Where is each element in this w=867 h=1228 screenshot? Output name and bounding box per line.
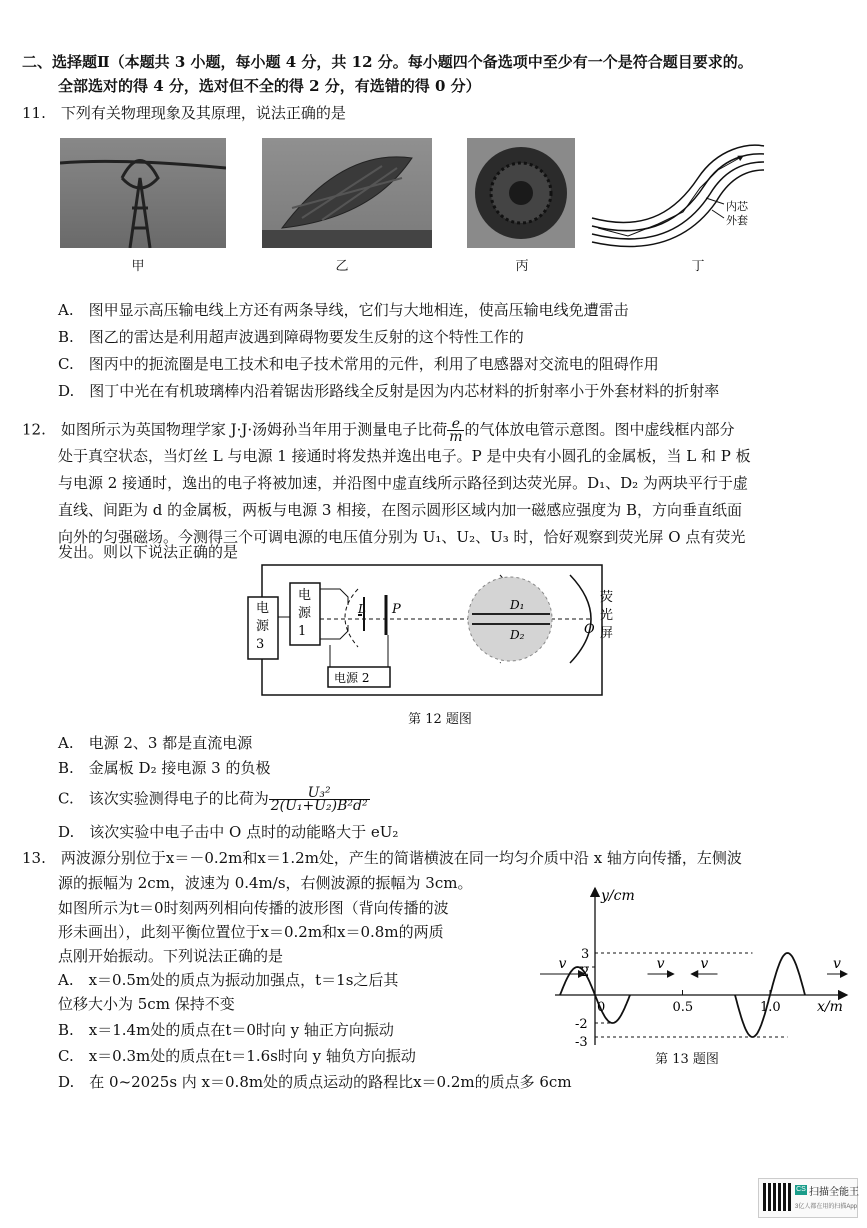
frac-numerator: e — [447, 418, 464, 431]
q13-line2: 源的振幅为 2cm，波速为 0.4m/s，右侧波源的振幅为 3cm。 — [58, 874, 473, 892]
screen-char2: 光 — [600, 608, 614, 623]
plate-label-P: P — [392, 602, 401, 617]
toroid-coil-icon — [467, 138, 575, 248]
frac-denominator: m — [449, 429, 463, 445]
q13-line5: 点刚开始振动。下列说法正确的是 — [58, 947, 284, 965]
q12-line1-pre: 12. 如图所示为英国物理学家 J·J·汤姆孙当年用于测量电子比荷 — [22, 420, 448, 439]
q13-figure-caption: 第 13 题图 — [655, 1052, 719, 1067]
velocity-label: v — [656, 956, 665, 972]
screen-point-O: O — [584, 622, 595, 637]
q12-line5: 向外的匀强磁场。今测得三个可调电源的电压值分别为 U₁、U₂、U₃ 时，恰好观察到荧光屏 O 点有荧光 — [58, 528, 746, 546]
q12-line2: 处于真空状态，当灯丝 L 与电源 1 接通时将发热并逸出电子。P 是中央有小圆孔的金属板，当 L 和 P 板 — [58, 447, 751, 465]
q12-line6: 发出。则以下说法正确的是 — [58, 543, 239, 561]
src1-char3: 1 — [298, 624, 307, 639]
caption-ding: 丁 — [691, 259, 705, 274]
y-tick-2: 2 — [581, 965, 590, 980]
q13-option-d: D. 在 0~2025s 内 x＝0.8m处的质点运动的路程比x＝0.2m的质点多 6cm — [58, 1073, 572, 1091]
screen-char1: 荧 — [600, 590, 614, 605]
qr-code-icon — [763, 1183, 791, 1211]
q12-line1-post: 的气体放电管示意图。图中虚线框内部分 — [464, 420, 735, 439]
velocity-label: v — [558, 956, 567, 972]
screen-char3: 屏 — [600, 626, 614, 641]
q12-line4: 直线、间距为 d 的金属板，两板与电源 3 相接，在图示圆形区域内加一磁感应强度为 B，方向垂直纸面 — [58, 501, 743, 519]
plate-label-D2: D₂ — [510, 628, 525, 642]
x-tick-1-0: 1.0 — [760, 1000, 781, 1015]
x-axis-label: x/m — [817, 999, 843, 1015]
src2-label: 电源 2 — [334, 671, 370, 685]
q13-option-a-line1: A. x＝0.5m处的质点为振动加强点，t＝1s之后其 — [58, 971, 399, 989]
velocity-label: v — [700, 956, 709, 972]
filament-label-L: L — [358, 602, 366, 616]
image-jia-power-tower — [60, 138, 226, 248]
q11-option-b: B. 图乙的雷达是利用超声波遇到障碍物要发生反射的这个特性工作的 — [58, 328, 524, 346]
radar-dish-icon — [262, 138, 432, 248]
y-axis-label: y/cm — [601, 888, 635, 904]
q11-option-d: D. 图丁中光在有机玻璃棒内沿着锯齿形路线全反射是因为内芯材料的折射率小于外套材料的折射率 — [58, 382, 720, 400]
fiber-label-cladding: 外套 — [726, 214, 748, 227]
velocity-label: v — [833, 956, 841, 972]
formula-denominator: 2(U₁+U₂)B²d² — [270, 798, 368, 814]
image-bing-choke-coil — [467, 138, 575, 248]
app-name: 扫描全能王 — [809, 1187, 859, 1198]
src1-char2: 源 — [298, 606, 312, 621]
section-header-line2: 全部选对的得 4 分，选对但不全的得 2 分，有选错的得 0 分） — [58, 77, 481, 95]
app-logo-icon: CS — [796, 1186, 806, 1193]
y-tick-3: 3 — [581, 947, 590, 962]
origin-label: 0 — [597, 1000, 606, 1015]
q12-option-c — [58, 787, 370, 812]
fiber-label-core: 内芯 — [726, 200, 748, 213]
q11-option-c: C. 图丙中的扼流圈是电工技术和电子技术常用的元件，利用了电感器对交流电的阻碍作用 — [58, 355, 659, 373]
caption-bing: 丙 — [515, 259, 529, 274]
plate-label-D1: D₁ — [510, 598, 525, 612]
src3-char2: 源 — [256, 619, 270, 634]
image-yi-radar — [262, 138, 432, 248]
q11-option-a: A. 图甲显示高压输电线上方还有两条导线，它们与大地相连，使高压输电线免遭雷击 — [58, 301, 629, 319]
power-tower-icon — [60, 138, 226, 248]
y-tick-neg3: -3 — [575, 1035, 588, 1050]
q12-option-c-text: C. 该次实验测得电子的比荷为 — [58, 789, 269, 808]
wave-graph — [535, 880, 855, 1050]
q13-option-c: C. x＝0.3m处的质点在t＝1.6s时向 y 轴负方向振动 — [58, 1047, 416, 1065]
caption-yi: 乙 — [335, 259, 349, 274]
q12-option-d: D. 该次实验中电子击中 O 点时的动能略大于 eU₂ — [58, 823, 399, 841]
q12-line1 — [22, 418, 735, 443]
q13-line4: 形未画出），此刻平衡位置位于x＝0.2m和x＝0.8m的两质 — [58, 923, 444, 941]
thomson-tube-diagram — [240, 555, 630, 705]
section-header-line1: 二、选择题Ⅱ（本题共 3 小题，每小题 4 分，共 12 分。每小题四个备选项中至少有一个是符合题目要求的。 — [22, 53, 753, 71]
q13-line1: 13. 两波源分别位于x＝－0.2m和x＝1.2m处，产生的简谐横波在同一均匀介质中沿 x 轴方向传播，左侧波 — [22, 849, 742, 867]
charge-mass-ratio — [447, 418, 464, 443]
scanner-watermark — [758, 1178, 858, 1218]
src3-char1: 电 — [256, 601, 270, 616]
charge-mass-formula — [269, 787, 370, 812]
q13-option-b: B. x＝1.4m处的质点在t＝0时向 y 轴正方向振动 — [58, 1021, 394, 1039]
app-tagline: 3亿人都在用的扫描App — [795, 1204, 858, 1210]
formula-numerator: U₃² — [269, 787, 370, 800]
q12-option-b: B. 金属板 D₂ 接电源 3 的负极 — [58, 759, 271, 777]
q13-option-a-line2: 位移大小为 5cm 保持不变 — [58, 995, 235, 1013]
q11-stem: 11. 下列有关物理现象及其原理，说法正确的是 — [22, 104, 346, 122]
src3-char3: 3 — [256, 637, 265, 652]
src1-char1: 电 — [298, 588, 312, 603]
x-tick-0-5: 0.5 — [672, 1000, 694, 1015]
y-tick-neg2: -2 — [575, 1017, 588, 1032]
q12-line3: 与电源 2 接通时，逸出的电子将被加速，并沿图中虚直线所示路径到达荧光屏。D₁、D₂ 为两块平行于虚 — [58, 474, 748, 492]
q13-line3: 如图所示为t＝0时刻两列相向传播的波形图（背向传播的波 — [58, 899, 449, 917]
q12-option-a: A. 电源 2、3 都是直流电源 — [58, 734, 253, 752]
fiber-optic-diagram — [588, 138, 768, 248]
caption-jia: 甲 — [131, 259, 145, 274]
q12-figure-caption: 第 12 题图 — [408, 712, 472, 727]
